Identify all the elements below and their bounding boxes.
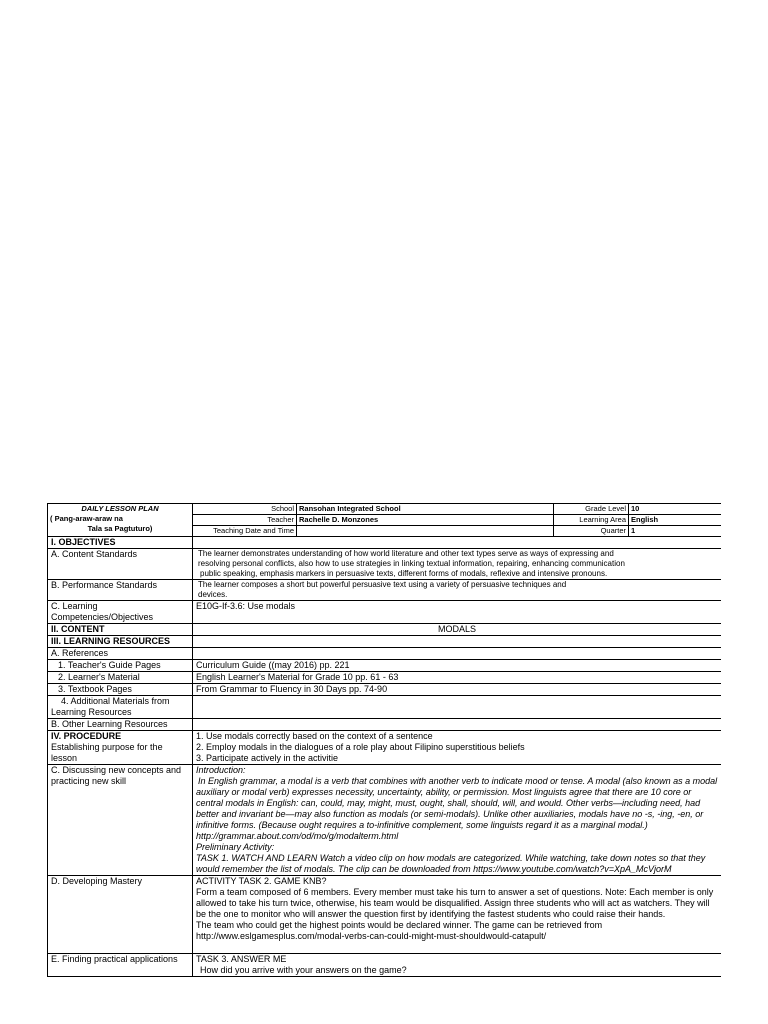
lesson-plan-table	[47, 503, 721, 977]
content-standards-row	[48, 549, 722, 580]
references-row	[48, 648, 722, 660]
content-value: MODALS	[193, 624, 722, 636]
date-value	[297, 526, 554, 537]
content-heading: II. CONTENT	[48, 624, 193, 636]
references-blank	[193, 648, 722, 660]
competencies-row	[48, 601, 722, 624]
school-label: School	[193, 504, 297, 515]
task2-text: Form a team composed of 6 members. Every member must take his turn to answer a set of questions. Note: Each member is only allowed to take his turn twice, otherwise, his team would be disqualified. Assign three students who will act as watchers. They will be the one to monitor who will answer the question first by identifying the fastest students who could raise their hands.	[196, 887, 714, 919]
objectives-heading-blank	[193, 537, 722, 549]
applications-value	[193, 954, 722, 977]
grade-value: 10	[629, 504, 722, 515]
procedure-row	[48, 731, 722, 765]
intro-heading: Introduction:	[196, 765, 246, 775]
task3-question-1: How did you arrive with your answers on the game?	[200, 965, 407, 975]
teachers-guide-row	[48, 660, 722, 672]
additional-materials-label: 4. Additional Materials from Learning Resources	[48, 696, 193, 719]
content-standards-value: The learner demonstrates understanding of how world literature and other text types serve as ways of expressing and resolving personal conflicts, also how to use strategies in linking textual information, repairing, enhancing communication public speaking, emphasis markers in persuasive texts, different forms of modals, reflexive and intensive pronouns.	[193, 549, 722, 580]
school-value: Ransohan Integrated School	[297, 504, 554, 515]
teacher-value: Rachelle D. Monzones	[297, 515, 554, 526]
task2-heading: ACTIVITY TASK 2. GAME KNB?	[196, 876, 327, 886]
intro-text: In English grammar, a modal is a verb that combines with another verb to indicate mood or tense. A modal (also known as a modal auxiliary or modal verb) expresses necessity, uncertainty, ability, or permission. Most linguists agree that there are 10 core or central modals in English: can, could, may, might, must, ought, shall, should, will, and would. Other verbs—including need, had better and invariant be—may also function as modals (or semi-modals). Unlike other auxiliaries, modals have no -s, -ing, -en, or infinitive forms. (Because ought requires a to-infinitive complement, some linguists regard it as a marginal modal.) http://grammar.about.com/od/mo/g/modalterm.html	[196, 776, 718, 841]
mastery-value	[193, 876, 722, 954]
applications-row	[48, 954, 722, 977]
objectives-heading-row	[48, 537, 722, 549]
learners-material-value: English Learner's Material for Grade 10 pp. 61 - 63	[193, 672, 722, 684]
lesson-plan-document	[47, 503, 721, 1024]
area-label: Learning Area	[554, 515, 629, 526]
dlp-title: DAILY LESSON PLAN	[81, 504, 159, 513]
references-label: A. References	[48, 648, 193, 660]
grade-label: Grade Level	[554, 504, 629, 515]
discussing-row	[48, 765, 722, 876]
additional-materials-blank	[193, 696, 722, 719]
other-resources-blank	[193, 719, 722, 731]
task3-heading: TASK 3. ANSWER ME	[196, 954, 287, 964]
purpose-value: 1. Use modals correctly based on the context of a sentence 2. Employ modals in the dialogues of a role play about Filipino superstitious beliefs 3. Participate actively in the activitie	[193, 731, 722, 765]
competencies-value: E10G-If-3.6: Use modals	[193, 601, 722, 624]
applications-label: E. Finding practical applications	[48, 954, 193, 977]
task1-text: TASK 1. WATCH AND LEARN Watch a video clip on how modals are categorized. While watching, take down notes so that they would remember the list of modals. The clip can be downloaded from https://www.youtube.com/watch?v=XpA_McVjorM	[196, 853, 706, 874]
textbook-label: 3. Textbook Pages	[48, 684, 193, 696]
resources-heading: III. LEARNING RESOURCES	[48, 636, 193, 648]
objectives-heading: I. OBJECTIVES	[48, 537, 193, 549]
competencies-label: C. Learning Competencies/Objectives	[48, 601, 193, 624]
procedure-heading: IV. PROCEDURE	[51, 731, 122, 741]
date-label: Teaching Date and Time	[193, 526, 297, 537]
teacher-label: Teacher	[193, 515, 297, 526]
performance-standards-value: The learner composes a short but powerful persuasive text using a variety of persuasive techniques and devices.	[193, 580, 722, 601]
purpose-label: Establishing purpose for the lesson	[51, 742, 163, 763]
resources-heading-row	[48, 636, 722, 648]
content-standards-label: A. Content Standards	[48, 549, 193, 580]
quarter-value: 1	[629, 526, 722, 537]
mastery-row	[48, 876, 722, 954]
dlp-subtitle-line2: Tala sa Pagtuturo)	[87, 524, 153, 533]
quarter-label: Quarter	[554, 526, 629, 537]
preliminary-line: Preliminary Activity:	[196, 842, 275, 852]
textbook-row	[48, 684, 722, 696]
mastery-label: D. Developing Mastery	[48, 876, 193, 954]
procedure-label-cell	[48, 731, 193, 765]
learners-material-row	[48, 672, 722, 684]
other-resources-row	[48, 719, 722, 731]
dlp-title-cell	[48, 504, 193, 537]
other-resources-label: B. Other Learning Resources	[48, 719, 193, 731]
performance-standards-label: B. Performance Standards	[48, 580, 193, 601]
dlp-subtitle-line1: ( Pang-araw-araw na	[50, 514, 123, 523]
resources-heading-blank	[193, 636, 722, 648]
area-value: English	[629, 515, 722, 526]
content-row	[48, 624, 722, 636]
discussing-label: C. Discussing new concepts and practicing new skill	[48, 765, 193, 876]
teachers-guide-value: Curriculum Guide ((may 2016) pp. 221	[193, 660, 722, 672]
task2-text2: The team who could get the highest points would be declared winner. The game can be retrieved from http://www.eslgamesplus.com/modal-verbs-can-could-might-must-shouldwould-catapult/	[196, 920, 603, 941]
additional-materials-row	[48, 696, 722, 719]
header-row-school	[48, 504, 722, 515]
textbook-value: From Grammar to Fluency in 30 Days pp. 74-90	[193, 684, 722, 696]
learners-material-label: 2. Learner's Material	[48, 672, 193, 684]
teachers-guide-label: 1. Teacher's Guide Pages	[48, 660, 193, 672]
discussing-value	[193, 765, 722, 876]
performance-standards-row	[48, 580, 722, 601]
